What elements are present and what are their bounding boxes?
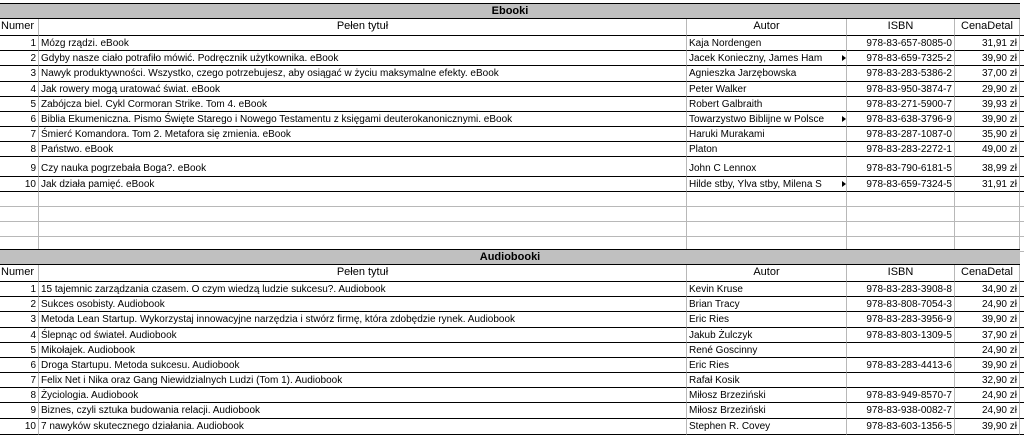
cell-cena[interactable]: 39,90 zł	[955, 112, 1020, 127]
cell-isbn[interactable]: 978-83-803-1309-5	[847, 328, 955, 343]
cell-cena[interactable]: 31,91 zł	[955, 36, 1020, 51]
cell-autor[interactable]: Hilde stby, Ylva stby, Milena S	[687, 177, 847, 192]
cell-numer[interactable]: 2	[0, 297, 39, 312]
cell-numer[interactable]: 1	[0, 36, 39, 51]
cell-tytul[interactable]: Nawyk produktywności. Wszystko, czego potrzebujesz, aby osiągać w życiu maksymalne efekty. eBook	[39, 66, 687, 82]
cell-tytul[interactable]: Biznes, czyli sztuka budowania relacji. Audiobook	[39, 403, 687, 419]
cell-isbn[interactable]: 978-83-950-3874-7	[847, 82, 955, 97]
ebooks-header-isbn[interactable]: ISBN	[847, 19, 955, 36]
cell-isbn[interactable]: 978-83-283-3908-8	[847, 282, 955, 297]
spare-cell[interactable]	[1020, 66, 1024, 82]
cell-autor[interactable]: Brian Tracy	[687, 297, 847, 312]
cell-isbn[interactable]: 978-83-603-1356-5	[847, 419, 955, 435]
cell-numer[interactable]: 10	[0, 177, 39, 192]
table-row	[0, 373, 1024, 388]
cell-tytul[interactable]: Jak działa pamięć. eBook	[39, 177, 687, 192]
ebooks-title-row[interactable]	[0, 3, 1024, 19]
cell-isbn[interactable]: 978-83-808-7054-3	[847, 297, 955, 312]
empty-row	[0, 192, 1024, 207]
cell-autor[interactable]: Eric Ries	[687, 312, 847, 328]
spare-cell[interactable]	[1020, 97, 1024, 112]
audiobooks-title-row[interactable]	[0, 249, 1024, 265]
table-row	[0, 142, 1024, 157]
cell-numer[interactable]: 6	[0, 112, 39, 127]
cell-cena[interactable]: 37,00 zł	[955, 66, 1020, 82]
cell-numer[interactable]: 8	[0, 142, 39, 157]
spare-cell[interactable]	[1020, 157, 1024, 177]
cell-tytul[interactable]: Życiologia. Audiobook	[39, 388, 687, 403]
cell-cena[interactable]: 39,90 zł	[955, 312, 1020, 328]
cell-tytul[interactable]: Felix Net i Nika oraz Gang Niewidzialnych Ludzi (Tom 1). Audiobook	[39, 373, 687, 388]
table-row	[0, 343, 1024, 358]
cell-numer[interactable]: 4	[0, 328, 39, 343]
empty-cell[interactable]	[39, 222, 687, 237]
spare-cell[interactable]	[1020, 358, 1024, 373]
cell-numer[interactable]: 9	[0, 403, 39, 419]
table-row	[0, 282, 1024, 297]
ebooks-section-title[interactable]: Ebooki	[0, 3, 1020, 19]
cell-autor[interactable]: Eric Ries	[687, 358, 847, 373]
empty-cell[interactable]	[687, 207, 847, 222]
empty-cell[interactable]	[955, 207, 1020, 222]
cell-tytul[interactable]: Czy nauka pogrzebała Boga?. eBook	[39, 157, 687, 177]
spare-cell[interactable]	[1020, 265, 1024, 282]
empty-cell[interactable]	[847, 192, 955, 207]
cell-autor[interactable]: René Goscinny	[687, 343, 847, 358]
empty-cell[interactable]	[0, 207, 39, 222]
spare-cell[interactable]	[1020, 312, 1024, 328]
table-row	[0, 112, 1024, 127]
cell-isbn[interactable]: 978-83-938-0082-7	[847, 403, 955, 419]
table-row	[0, 328, 1024, 343]
table-row	[0, 419, 1024, 435]
cell-cena[interactable]: 24,90 zł	[955, 343, 1020, 358]
table-row	[0, 297, 1024, 312]
empty-cell[interactable]	[39, 207, 687, 222]
cell-cena[interactable]: 35,90 zł	[955, 127, 1020, 142]
table-row	[0, 127, 1024, 142]
cell-cena[interactable]: 31,91 zł	[955, 177, 1020, 192]
audiobooks-header-cena[interactable]: CenaDetal	[955, 265, 1020, 282]
cell-autor[interactable]: John C Lennox	[687, 157, 847, 177]
empty-cell[interactable]	[687, 192, 847, 207]
audiobooks-header-isbn[interactable]: ISBN	[847, 265, 955, 282]
cell-cena[interactable]: 32,90 zł	[955, 373, 1020, 388]
table-row	[0, 97, 1024, 112]
empty-cell[interactable]	[0, 192, 39, 207]
cell-isbn[interactable]: 978-83-283-3956-9	[847, 312, 955, 328]
cell-isbn[interactable]	[847, 343, 955, 358]
cell-autor[interactable]: Miłosz Brzeziński	[687, 403, 847, 419]
cell-autor[interactable]: Platon	[687, 142, 847, 157]
spare-cell[interactable]	[1020, 177, 1024, 192]
audiobooks-section-title[interactable]: Audiobooki	[0, 249, 1020, 265]
spare-cell[interactable]	[1020, 403, 1024, 419]
table-row	[0, 82, 1024, 97]
spare-cell[interactable]	[1020, 82, 1024, 97]
cell-autor[interactable]: Jakub Żulczyk	[687, 328, 847, 343]
cell-cena[interactable]: 39,90 zł	[955, 419, 1020, 435]
table-row	[0, 36, 1024, 51]
cell-tytul[interactable]: Mózg rządzi. eBook	[39, 36, 687, 51]
cell-numer[interactable]: 9	[0, 157, 39, 177]
spare-cell[interactable]	[1020, 297, 1024, 312]
table-row	[0, 312, 1024, 328]
cell-cena[interactable]: 34,90 zł	[955, 282, 1020, 297]
cell-tytul[interactable]: Gdyby nasze ciało potrafiło mówić. Podręcznik użytkownika. eBook	[39, 51, 687, 66]
audiobooks-header-tytul[interactable]: Pełen tytuł	[39, 265, 687, 282]
cell-autor[interactable]: Rafał Kosik	[687, 373, 847, 388]
cell-isbn[interactable]: 978-83-287-1087-0	[847, 127, 955, 142]
cell-numer[interactable]: 6	[0, 358, 39, 373]
empty-cell[interactable]	[955, 222, 1020, 237]
empty-row	[0, 207, 1024, 222]
audiobooks-header-numer[interactable]: Numer	[0, 265, 39, 282]
cell-tytul[interactable]: Jak rowery mogą uratować świat. eBook	[39, 82, 687, 97]
cell-isbn[interactable]: 978-83-271-5900-7	[847, 97, 955, 112]
ebooks-header-cena[interactable]: CenaDetal	[955, 19, 1020, 36]
cell-autor[interactable]: Agnieszka Jarzębowska	[687, 66, 847, 82]
audiobooks-header-autor[interactable]: Autor	[687, 265, 847, 282]
cell-isbn[interactable]: 978-83-949-8570-7	[847, 388, 955, 403]
empty-cell[interactable]	[847, 222, 955, 237]
spare-cell[interactable]	[1020, 343, 1024, 358]
spare-cell[interactable]	[1020, 328, 1024, 343]
cell-autor[interactable]: Stephen R. Covey	[687, 419, 847, 435]
spare-cell[interactable]	[1020, 19, 1024, 36]
cell-isbn[interactable]: 978-83-790-6181-5	[847, 157, 955, 177]
cell-cena[interactable]: 49,00 zł	[955, 142, 1020, 157]
spare-cell[interactable]	[1020, 51, 1024, 66]
cell-numer[interactable]: 2	[0, 51, 39, 66]
cell-isbn[interactable]	[847, 373, 955, 388]
cell-numer[interactable]: 10	[0, 419, 39, 435]
spare-cell[interactable]	[1020, 388, 1024, 403]
table-row	[0, 403, 1024, 419]
empty-cell[interactable]	[0, 222, 39, 237]
cell-cena[interactable]: 39,90 zł	[955, 51, 1020, 66]
cell-numer[interactable]: 5	[0, 97, 39, 112]
cell-autor[interactable]: Robert Galbraith	[687, 97, 847, 112]
cell-numer[interactable]: 4	[0, 82, 39, 97]
spare-cell[interactable]	[1020, 112, 1024, 127]
spare-cell[interactable]	[1020, 282, 1024, 297]
cell-autor[interactable]: Haruki Murakami	[687, 127, 847, 142]
overflow-arrow-icon	[842, 181, 846, 187]
empty-cell[interactable]	[1020, 207, 1024, 222]
cell-cena[interactable]: 39,93 zł	[955, 97, 1020, 112]
spare-cell[interactable]	[1020, 419, 1024, 435]
ebooks-header-tytul[interactable]: Pełen tytuł	[39, 19, 687, 36]
cell-autor[interactable]: Kaja Nordengen	[687, 36, 847, 51]
spare-cell[interactable]	[1020, 373, 1024, 388]
cell-cena[interactable]: 24,90 zł	[955, 388, 1020, 403]
cell-isbn[interactable]: 978-83-638-3796-9	[847, 112, 955, 127]
spare-cell[interactable]	[1020, 127, 1024, 142]
overflow-arrow-icon	[842, 55, 846, 61]
cell-cena[interactable]: 24,90 zł	[955, 403, 1020, 419]
cell-tytul[interactable]: Zabójcza biel. Cykl Cormoran Strike. Tom 4. eBook	[39, 97, 687, 112]
cell-isbn[interactable]: 978-83-283-5386-2	[847, 66, 955, 82]
cell-numer[interactable]: 7	[0, 373, 39, 388]
empty-cell[interactable]	[1020, 192, 1024, 207]
ebooks-header-autor[interactable]: Autor	[687, 19, 847, 36]
cell-tytul[interactable]: 7 nawyków skutecznego działania. Audiobook	[39, 419, 687, 435]
cell-cena[interactable]: 24,90 zł	[955, 297, 1020, 312]
cell-numer[interactable]: 1	[0, 282, 39, 297]
cell-tytul[interactable]: Sukces osobisty. Audiobook	[39, 297, 687, 312]
cell-isbn[interactable]: 978-83-657-8085-0	[847, 36, 955, 51]
cell-isbn[interactable]: 978-83-659-7325-2	[847, 51, 955, 66]
ebooks-header-numer[interactable]: Numer	[0, 19, 39, 36]
cell-isbn[interactable]: 978-83-283-4413-6	[847, 358, 955, 373]
table-row	[0, 358, 1024, 373]
cell-cena[interactable]: 39,90 zł	[955, 358, 1020, 373]
empty-cell[interactable]	[39, 192, 687, 207]
cell-numer[interactable]: 8	[0, 388, 39, 403]
table-row	[0, 66, 1024, 82]
empty-cell[interactable]	[955, 192, 1020, 207]
cell-autor[interactable]: Miłosz Brzeziński	[687, 388, 847, 403]
cell-cena[interactable]: 38,99 zł	[955, 157, 1020, 177]
cell-autor[interactable]: Towarzystwo Biblijne w Polsce	[687, 112, 847, 127]
cell-numer[interactable]: 3	[0, 66, 39, 82]
empty-row	[0, 222, 1024, 237]
cell-autor[interactable]: Kevin Kruse	[687, 282, 847, 297]
empty-cell[interactable]	[687, 222, 847, 237]
cell-tytul[interactable]: Śmierć Komandora. Tom 2. Metafora się zmienia. eBook	[39, 127, 687, 142]
cell-cena[interactable]: 37,90 zł	[955, 328, 1020, 343]
cell-tytul[interactable]: Metoda Lean Startup. Wykorzystaj innowacyjne narzędzia i stwórz firmę, która zdobędzie rynek. Audiobook	[39, 312, 687, 328]
cell-numer[interactable]: 3	[0, 312, 39, 328]
table-row	[0, 177, 1024, 192]
cell-tytul[interactable]: Ślepnąc od świateł. Audiobook	[39, 328, 687, 343]
empty-cell[interactable]	[1020, 222, 1024, 237]
cell-autor[interactable]: Peter Walker	[687, 82, 847, 97]
table-row	[0, 388, 1024, 403]
cell-tytul[interactable]: Państwo. eBook	[39, 142, 687, 157]
cell-autor[interactable]: Jacek Konieczny, James Ham	[687, 51, 847, 66]
audiobooks-header-row	[0, 265, 1024, 282]
cell-tytul[interactable]: Mikołajek. Audiobook	[39, 343, 687, 358]
cell-numer[interactable]: 7	[0, 127, 39, 142]
cell-tytul[interactable]: 15 tajemnic zarządzania czasem. O czym wiedzą ludzie sukcesu?. Audiobook	[39, 282, 687, 297]
cell-tytul[interactable]: Biblia Ekumeniczna. Pismo Święte Starego i Nowego Testamentu z księgami deuterokanonicznymi. eBook	[39, 112, 687, 127]
cell-tytul[interactable]: Droga Startupu. Metoda sukcesu. Audiobook	[39, 358, 687, 373]
spare-cell[interactable]	[1020, 142, 1024, 157]
table-row	[0, 51, 1024, 66]
empty-cell[interactable]	[847, 207, 955, 222]
table-row	[0, 157, 1024, 177]
cell-isbn[interactable]: 978-83-659-7324-5	[847, 177, 955, 192]
spare-cell[interactable]	[1020, 36, 1024, 51]
cell-cena[interactable]: 29,90 zł	[955, 82, 1020, 97]
cell-isbn[interactable]: 978-83-283-2272-1	[847, 142, 955, 157]
ebooks-header-row	[0, 19, 1024, 36]
cell-numer[interactable]: 5	[0, 343, 39, 358]
overflow-arrow-icon	[842, 116, 846, 122]
